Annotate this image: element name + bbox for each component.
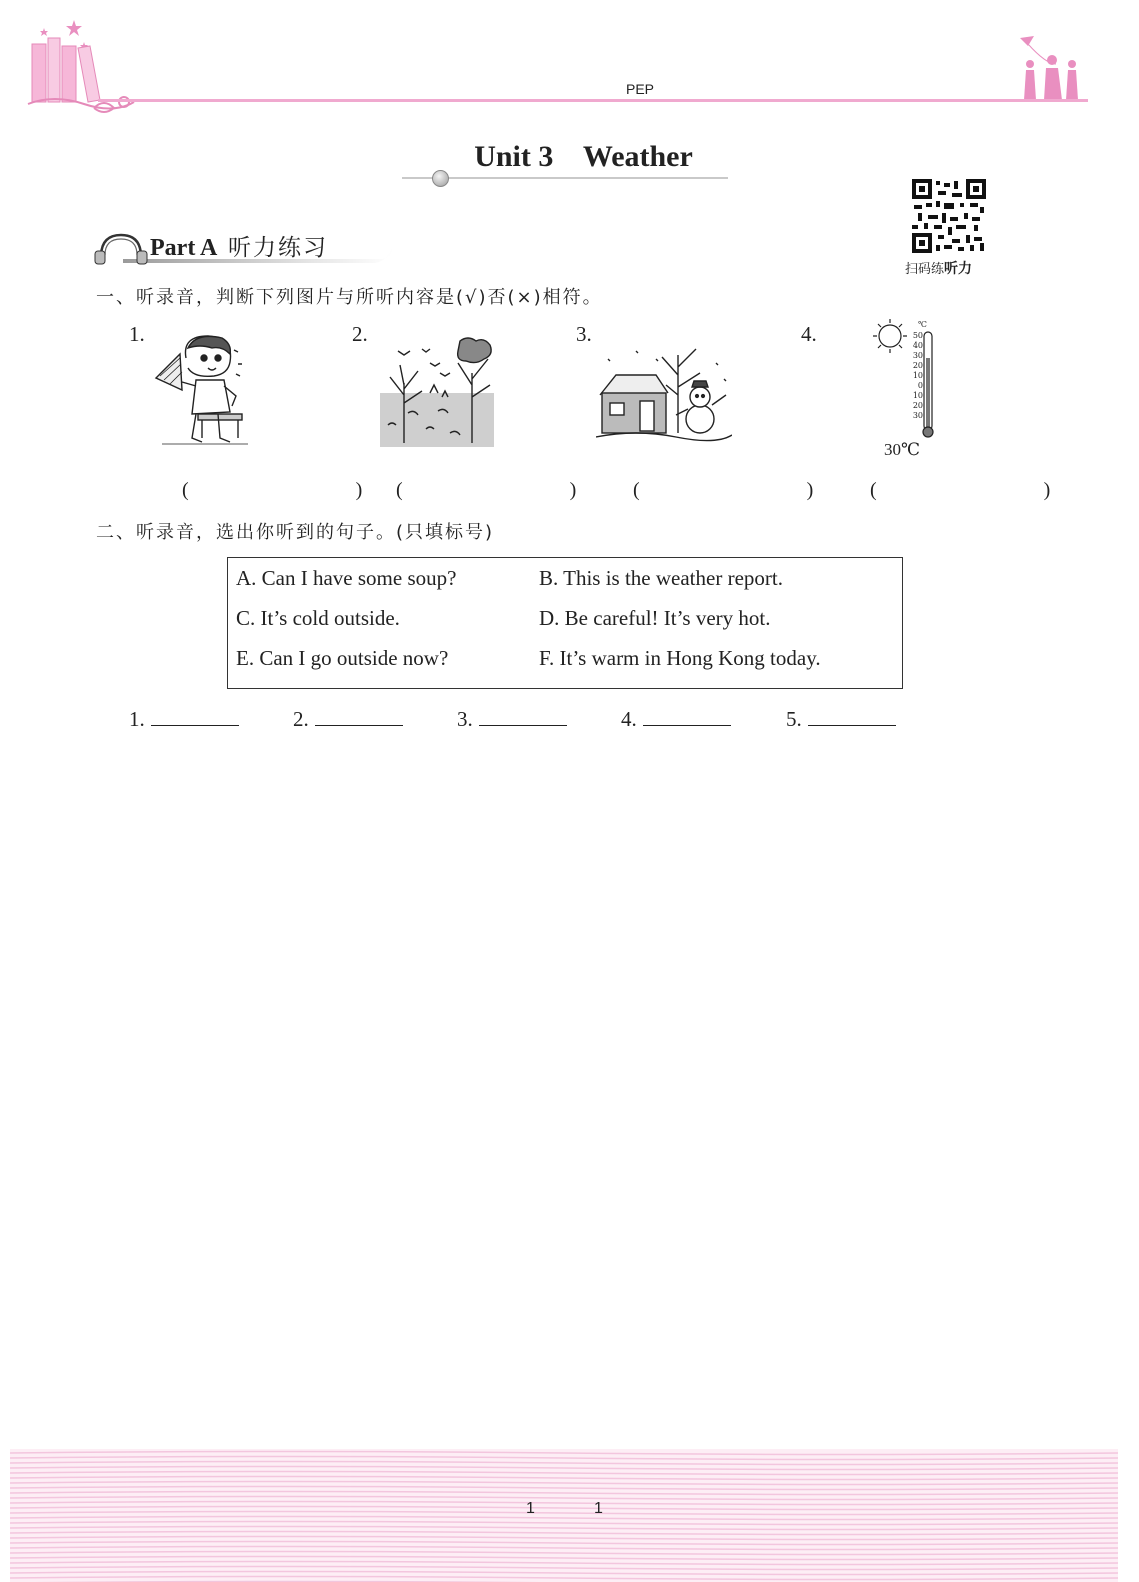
answer-paren-1[interactable]: ( )	[182, 479, 401, 501]
answer-paren-2[interactable]: ( )	[396, 479, 615, 501]
blank-number: 1.	[129, 707, 145, 731]
qr-caption-bold: 听力	[944, 261, 973, 277]
blank-number: 2.	[293, 707, 309, 731]
header-label: PEP	[626, 81, 655, 97]
blank-line[interactable]	[643, 705, 731, 726]
answer-paren-3[interactable]: ( )	[633, 479, 852, 501]
unit-number: Unit 3	[474, 140, 554, 173]
answer-blank-3[interactable]	[457, 705, 567, 732]
answer-blank-1[interactable]	[129, 705, 239, 732]
boy-with-fan-image	[152, 330, 256, 452]
thermo-tick: 50	[912, 331, 923, 340]
thermo-tick: 30	[912, 351, 923, 360]
blank-line[interactable]	[808, 705, 896, 726]
footer-stripes	[10, 1449, 1118, 1582]
answer-paren-4[interactable]: ( )	[870, 479, 1089, 501]
part-a-subtitle: 听力练习	[228, 235, 328, 261]
part-a-title	[150, 229, 328, 262]
page-number: 1	[526, 1500, 535, 1517]
thermo-tick: 10	[912, 371, 923, 380]
section2-instruction: 二、听录音，选出你听到的句子。(只填标号)	[96, 522, 495, 543]
unit-title	[0, 140, 1139, 174]
pic1-number: 1.	[129, 322, 145, 346]
blank-number: 3.	[457, 707, 473, 731]
thermo-tick: 30	[912, 411, 923, 420]
option-a: A. Can I have some soup?	[236, 566, 457, 590]
blank-number: 5.	[786, 707, 802, 731]
title-underline	[402, 177, 728, 179]
answer-blank-2[interactable]	[293, 705, 403, 732]
part-a-label: Part A	[150, 235, 216, 261]
children-kite-icon	[1016, 34, 1092, 104]
section1-instruction: 一、听录音，判断下列图片与所听内容是(√)否(×)相符。	[96, 287, 603, 308]
windy-trees-image	[378, 333, 496, 449]
headphones-icon	[95, 235, 147, 264]
blank-line[interactable]	[479, 705, 567, 726]
thermo-tick: 10	[912, 391, 923, 400]
unit-name: Weather	[582, 140, 693, 173]
sun-thermometer-image	[870, 318, 940, 440]
snowy-house-snowman-image	[596, 345, 732, 451]
header-rule	[98, 99, 1088, 102]
option-b: B. This is the weather report.	[539, 566, 783, 590]
pic3-number: 3.	[576, 322, 592, 346]
title-dot	[432, 170, 449, 187]
option-c: C. It’s cold outside.	[236, 606, 400, 630]
option-d: D. Be careful! It’s very hot.	[539, 606, 771, 630]
thermo-tick: 40	[912, 341, 923, 350]
pic2-number: 2.	[352, 322, 368, 346]
pic4-number: 4.	[801, 322, 817, 346]
option-f: F. It’s warm in Hong Kong today.	[539, 646, 821, 670]
answer-blank-4[interactable]	[621, 705, 731, 732]
blank-line[interactable]	[151, 705, 239, 726]
thermo-tick: 0	[917, 381, 923, 390]
answer-blank-5[interactable]	[786, 705, 896, 732]
blank-number: 4.	[621, 707, 637, 731]
temperature-label: 30℃	[884, 440, 921, 459]
thermo-tick: 20	[912, 401, 923, 410]
qr-caption	[905, 258, 972, 278]
blank-line[interactable]	[315, 705, 403, 726]
page-number-right: 1	[594, 1500, 603, 1517]
thermo-unit: ℃	[918, 320, 927, 329]
qr-caption-prefix: 扫码练	[905, 262, 945, 277]
option-e: E. Can I go outside now?	[236, 646, 449, 670]
qr-code-icon[interactable]	[912, 179, 986, 253]
thermo-tick: 20	[912, 361, 923, 370]
